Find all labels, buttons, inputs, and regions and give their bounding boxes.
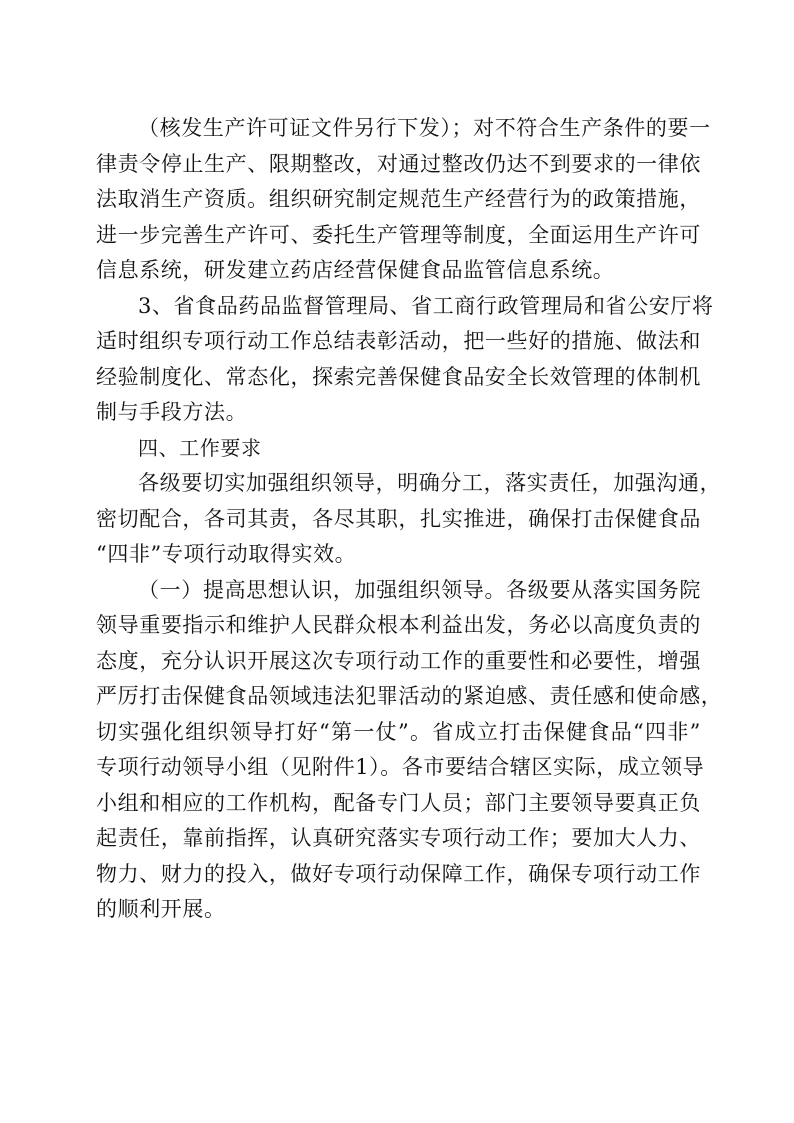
paragraph-work-requirements <box>96 466 722 573</box>
text-line: 领导重要指示和维护人民群众根本利益出发，务必以高度负责的 <box>96 613 701 637</box>
text-line: 3、省食品药品监督管理局、省工商行政管理局和省公安厅将 <box>138 293 714 318</box>
text-line: 起责任，靠前指挥，认真研究落实专项行动工作；要加大人力、 <box>96 826 701 850</box>
text-line: 经验制度化、常态化，探索完善保健食品安全长效管理的体制机 <box>96 364 701 389</box>
paragraph-item-3 <box>96 289 714 431</box>
document-page <box>96 111 723 928</box>
text-line: 进一步完善生产许可、委托生产管理等制度，全面运用生产许可 <box>96 222 701 247</box>
text-line: 信息系统，研发建立药店经营保健食品监管信息系统。 <box>96 258 615 282</box>
paragraph-production-license <box>96 111 711 289</box>
text-line: 密切配合，各司其责，各尽其职，扎实推进，确保打击保健食品 <box>96 506 701 531</box>
text-line: 的顺利开展。 <box>96 897 226 921</box>
text-line: 专项行动领导小组（见附件1）。各市要结合辖区实际，成立领导 <box>96 755 705 779</box>
text-line: 物力、财力的投入，做好专项行动保障工作，确保专项行动工作 <box>96 861 701 886</box>
text-line: 制与手段方法。 <box>96 400 248 424</box>
text-line: 各级要切实加强组织领导，明确分工，落实责任，加强沟通， <box>138 471 722 495</box>
text-line: （一）提高思想认识，加强组织领导。各级要从落实国务院 <box>138 577 701 602</box>
text-line: （核发生产许可证文件另行下发）；对不符合生产条件的要一 <box>138 116 711 140</box>
text-line: 律责令停止生产、限期整改，对通过整改仍达不到要求的一律依 <box>96 151 701 176</box>
text-line: 严厉打击保健食品领域违法犯罪活动的紧迫感、责任感和使命感， <box>96 684 723 708</box>
paragraph-organization-leadership <box>96 573 723 928</box>
text-line: “四非”专项行动取得实效。 <box>96 542 357 566</box>
section-heading: 四、工作要求 <box>138 435 262 460</box>
text-line: 小组和相应的工作机构，配备专门人员；部门主要领导要真正负 <box>96 790 701 815</box>
text-line: 态度，充分认识开展这次专项行动工作的重要性和必要性，增强 <box>96 648 701 673</box>
text-line: 法取消生产资质。组织研究制定规范生产经营行为的政策措施， <box>96 187 701 211</box>
text-line: 切实强化组织领导打好“第一仗”。省成立打击保健食品“四非” <box>96 719 701 744</box>
text-line: 适时组织专项行动工作总结表彰活动，把一些好的措施、做法和 <box>96 329 701 353</box>
